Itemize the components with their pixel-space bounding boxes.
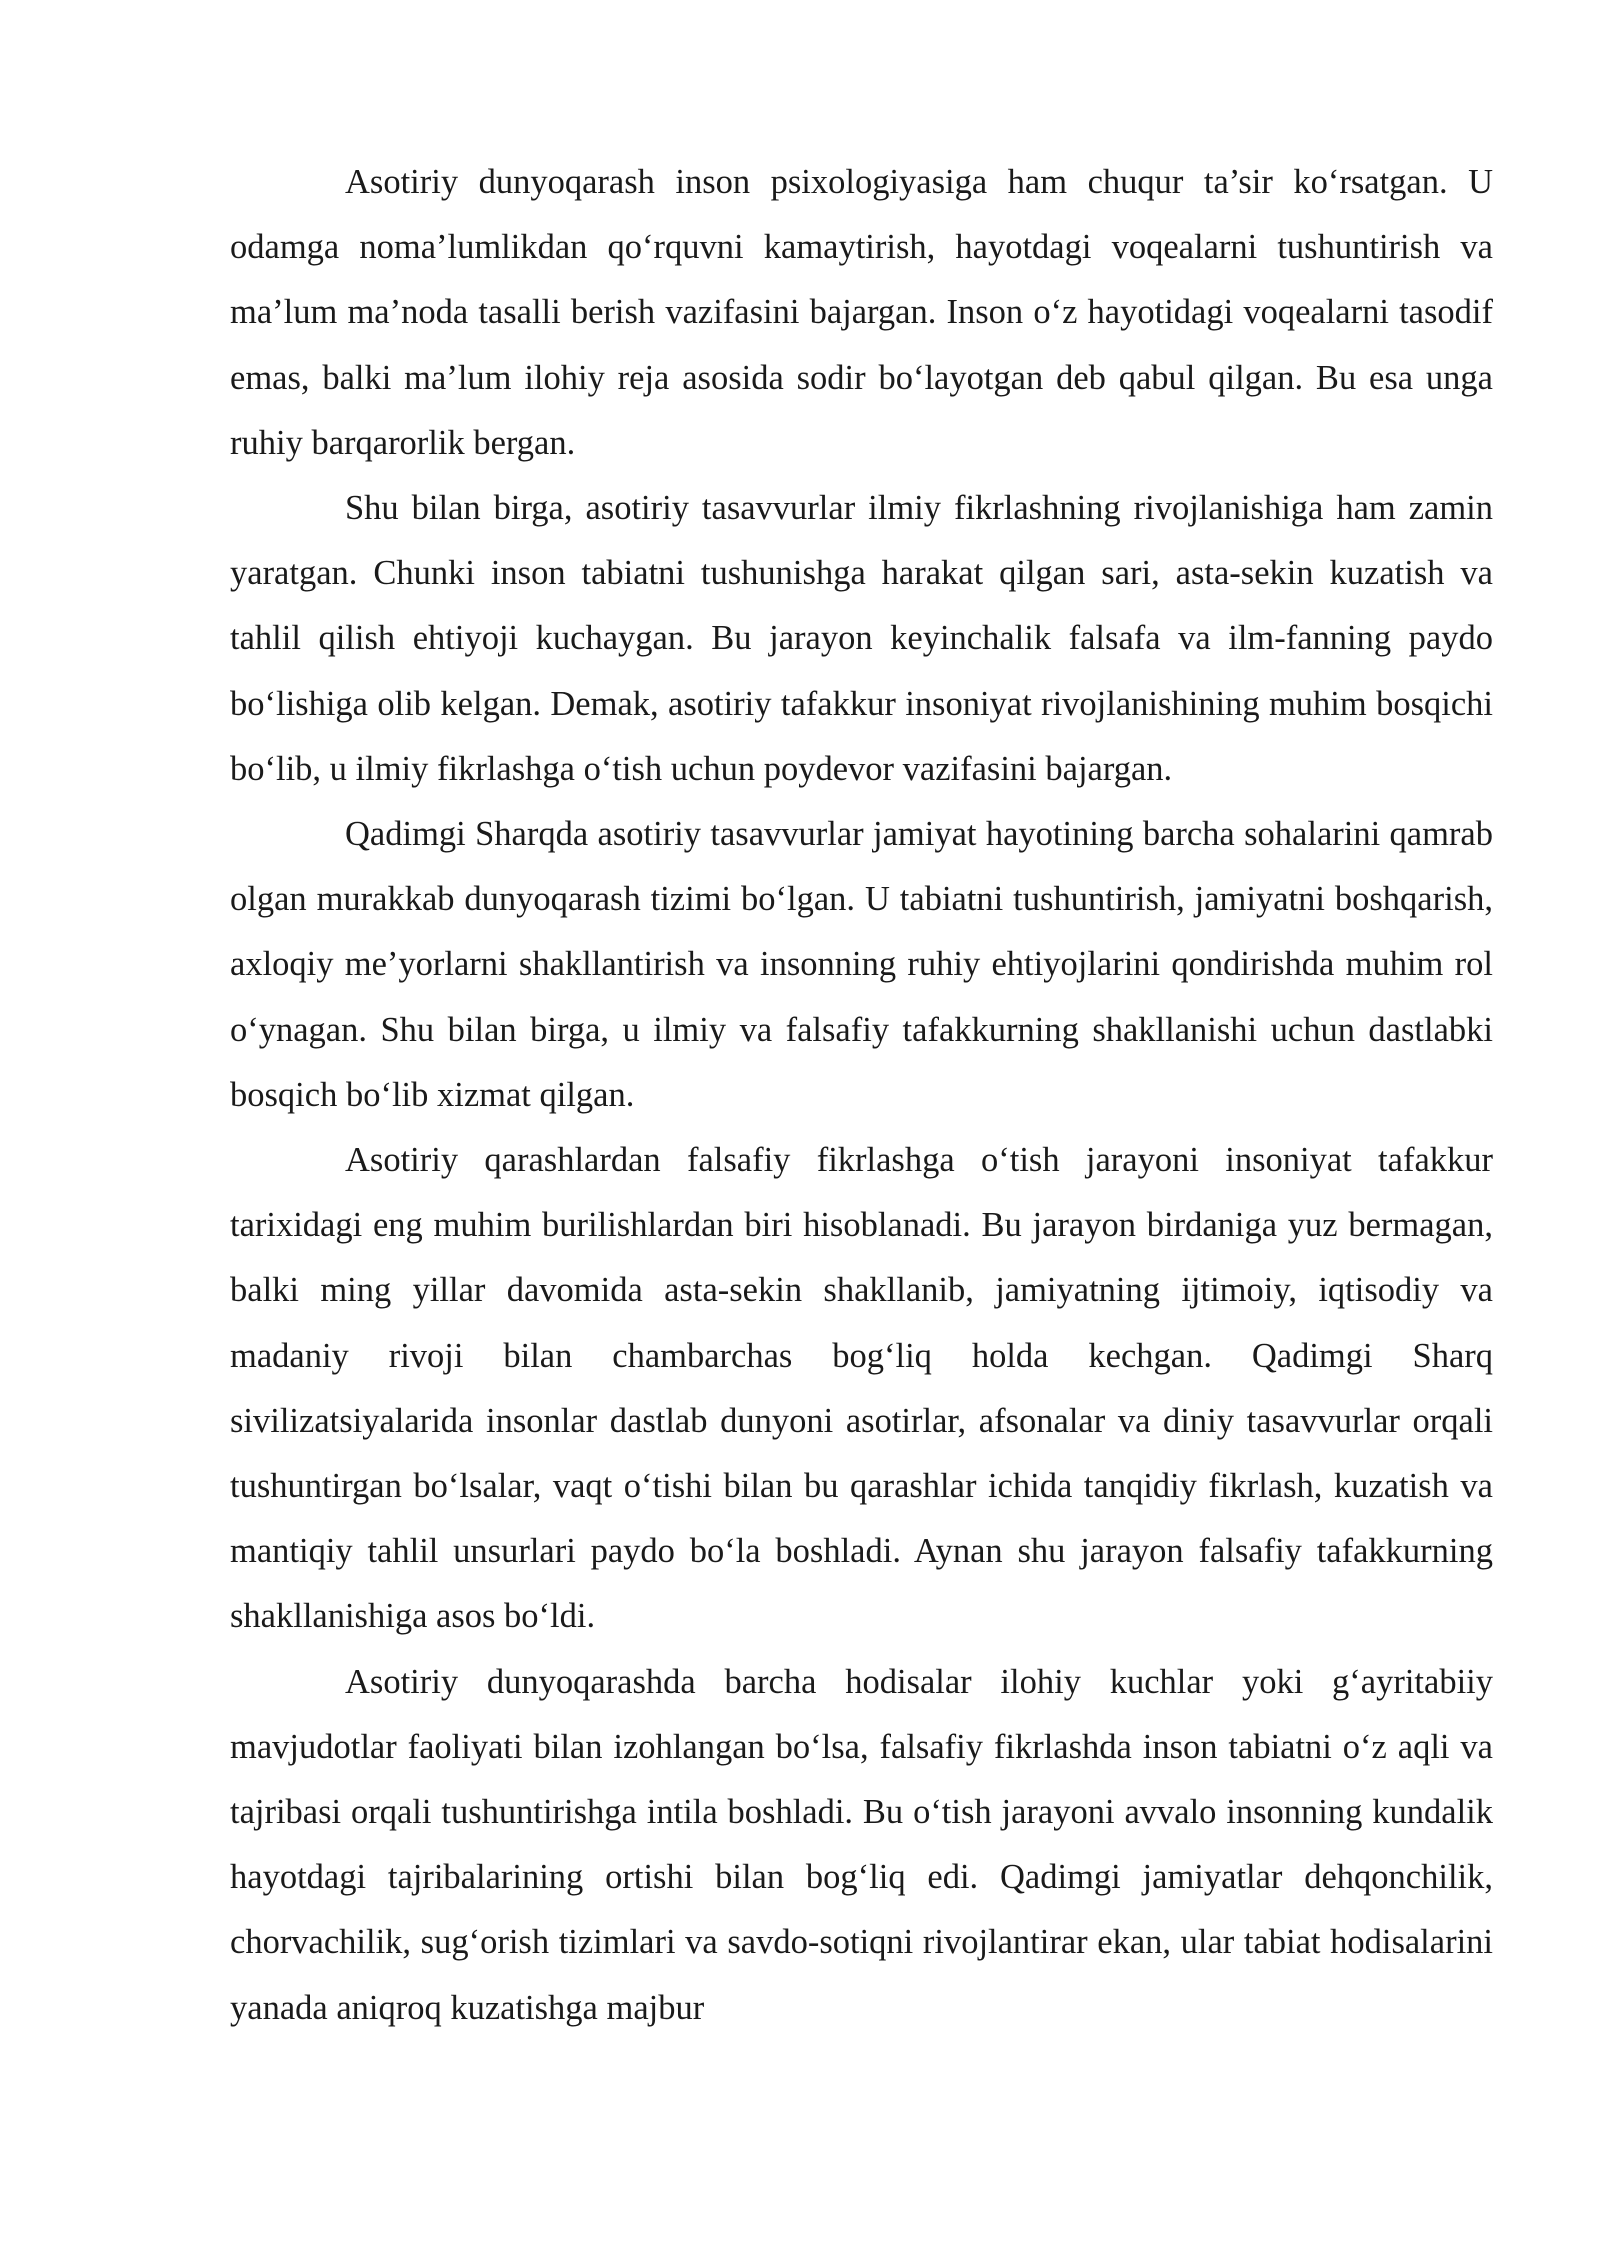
paragraph-2: Shu bilan birga, asotiriy tasavvurlar ilmiy fikrlashning rivojlanishiga ham zamin yaratgan. Chunki inson tabiatni tushunishga harakat qilgan sari, asta-sekin kuzatish va tahlil qilish ehtiyoji kuchaygan. Bu jarayon keyinchalik falsafa va ilm-fanning paydo bo‘lishiga olib kelgan. Demak, asotiriy tafakkur insoniyat rivojlanishining muhim bosqichi bo‘lib, u ilmiy fikrlashga o‘tish uchun poydevor vazifasini bajargan. (230, 489, 1493, 788)
document-body (230, 150, 1493, 2041)
paragraph-5: Asotiriy dunyoqarashda barcha hodisalar ilohiy kuchlar yoki g‘ayritabiiy mavjudotlar faoliyati bilan izohlangan bo‘lsa, falsafiy fikrlashda inson tabiatni o‘z aqli va tajribasi orqali tushuntirishga intila boshladi. Bu o‘tish jarayoni avvalo insonning kundalik hayotdagi tajribalarining ortishi bilan bog‘liq edi. Qadimgi jamiyatlar dehqonchilik, chorvachilik, sug‘orish tizimlari va savdo-sotiqni rivojlantirar ekan, ular tabiat hodisalarini yanada aniqroq kuzatishga majbur (230, 1662, 1493, 2027)
paragraph-4: Asotiriy qarashlardan falsafiy fikrlashga o‘tish jarayoni insoniyat tafakkur tarixidagi eng muhim burilishlardan biri hisoblanadi. Bu jarayon birdaniga yuz bermagan, balki ming yillar davomida asta-sekin shakllanib, jamiyatning ijtimoiy, iqtisodiy va madaniy rivoji bilan chambarchas bog‘liq holda kechgan. Qadimgi Sharq sivilizatsiyalarida insonlar dastlab dunyoni asotirlar, afsonalar va diniy tasavvurlar orqali tushuntirgan bo‘lsalar, vaqt o‘tishi bilan bu qarashlar ichida tanqidiy fikrlash, kuzatish va mantiqiy tahlil unsurlari paydo bo‘la boshladi. Aynan shu jarayon falsafiy tafakkurning shakllanishiga asos bo‘ldi. (230, 1141, 1493, 1636)
paragraph-1: Asotiriy dunyoqarash inson psixologiyasiga ham chuqur ta’sir ko‘rsatgan. U odamga noma’lumlikdan qo‘rquvni kamaytirish, hayotdagi voqealarni tushuntirish va ma’lum ma’noda tasalli berish vazifasini bajargan. Inson o‘z hayotidagi voqealarni tasodif emas, balki ma’lum ilohiy reja asosida sodir bo‘layotgan deb qabul qilgan. Bu esa unga ruhiy barqarorlik bergan. (230, 163, 1493, 462)
paragraph-3: Qadimgi Sharqda asotiriy tasavvurlar jamiyat hayotining barcha sohalarini qamrab olgan murakkab dunyoqarash tizimi bo‘lgan. U tabiatni tushuntirish, jamiyatni boshqarish, axloqiy me’yorlarni shakllantirish va insonning ruhiy ehtiyojlarini qondirishda muhim rol o‘ynagan. Shu bilan birga, u ilmiy va falsafiy tafakkurning shakllanishi uchun dastlabki bosqich bo‘lib xizmat qilgan. (230, 815, 1493, 1114)
